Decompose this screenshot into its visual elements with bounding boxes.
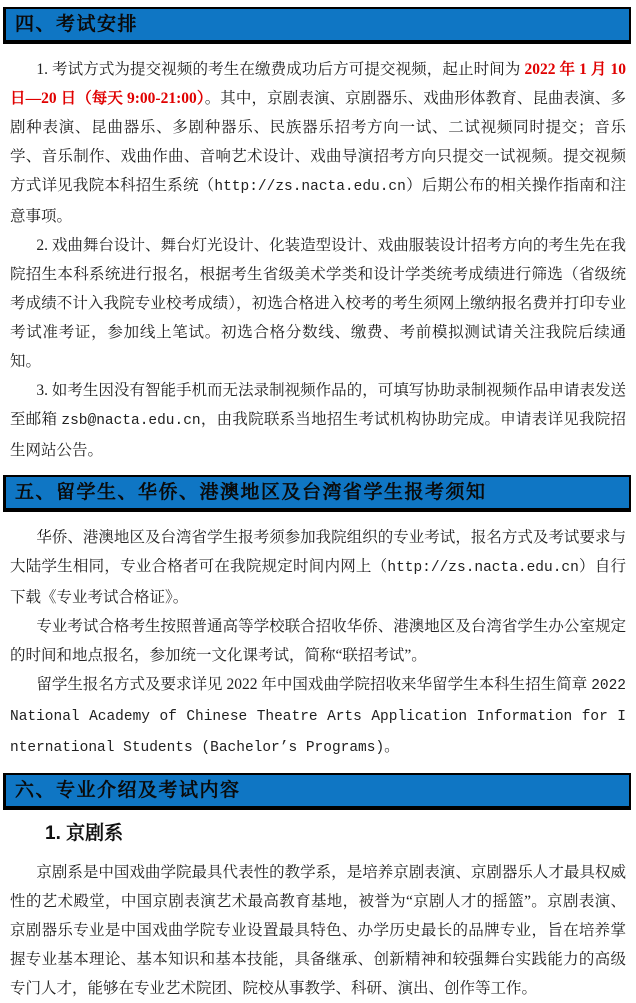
latin-text: zsb@nacta.edu.cn (61, 413, 201, 429)
section-paragraphs (0, 55, 636, 465)
section-heading-label: 四、考试安排 (15, 14, 139, 35)
text-segment: 留学生报名方式及要求详见 2022 年中国戏曲学院招收来华留学生本科生招生简章 (36, 676, 592, 693)
paragraph (10, 376, 626, 465)
section-heading-label: 五、留学生、华侨、港澳地区及台湾省学生报考须知 (15, 482, 487, 503)
text-segment: ，由我院联系当地招生考试机构协助完成。申请表详见我院招生网站公告。 (10, 411, 626, 459)
paragraph (10, 55, 626, 231)
text-segment: 华侨、港澳地区及台湾省学生报考须参加我院组织的专业考试，报名方式及考试要求与大陆学生相同，专业合格者可在我院规定时间内网上（ (10, 529, 626, 575)
section-overseas-students (0, 475, 636, 763)
text-segment: ）后期公布的相关操作指南和注意事项。 (10, 177, 626, 225)
text-segment: 。其中，京剧表演、京剧器乐、戏曲形体教育、昆曲表演、多剧种表演、昆曲器乐、多剧种器乐、民族器乐招考方向一试、二试视频同时提交；音乐学、音乐制作、戏曲作曲、音响艺术设计、戏曲导演招考方向只提交一试视频。提交视频方式详见我院本科招生系统（ (10, 90, 626, 194)
paragraph (10, 231, 626, 376)
paragraph (10, 612, 626, 670)
latin-text: http://zs.nacta.edu.cn (214, 179, 406, 195)
section-paragraphs (0, 523, 636, 763)
text-segment: 京剧系是中国戏曲学院最具代表性的教学系，是培养京剧表演、京剧器乐人才最具权威性的艺术殿堂，中国京剧表演艺术最高教育基地，被誉为“京剧人才的摇篮”。京剧表演、京剧器乐专业是中国戏曲学院专业设置最具特色、办学历史最长的品牌专业，旨在培养掌握专业基本理论、基本知识和基本技能，具备继承、创新精神和较强舞台实践能力的高级专门人才，能够在专业艺术院团、院校从事教学、科研、演出、创作等工作。 (10, 864, 626, 997)
paragraph (10, 523, 626, 612)
section-paragraphs (0, 858, 636, 1003)
section-heading-bar (3, 773, 631, 810)
section-heading-label: 六、专业介绍及考试内容 (15, 780, 241, 801)
paragraph (10, 858, 626, 1003)
latin-text: 2022 National Academy of Chinese Theatre Arts Application Information for International Students (Bachelor’s Programs) (10, 678, 626, 756)
section-majors-intro (0, 773, 636, 1003)
date-range-highlight: 2022 年 1 月 10 日—20 日（每天 9:00-21:00） (10, 61, 626, 107)
text-segment: 2. 戏曲舞台设计、舞台灯光设计、化装造型设计、戏曲服装设计招考方向的考生先在我院招生本科系统进行报名，根据考生省级美术学类和设计学类统考成绩进行筛选（省级统考成绩不计入我院专业校考成绩），初选合格进入校考的考生须网上缴纳报名费并打印专业考试准考证，参加线上笔试。初选合格分数线、缴费、考前模拟测试请关注我院后续通知。 (10, 237, 626, 370)
paragraph (10, 670, 626, 763)
section-heading-bar (3, 475, 631, 512)
text-segment: 。 (384, 738, 400, 755)
section-exam-arrangement (0, 7, 636, 465)
section-heading-bar (3, 7, 631, 44)
subheading-jingju-department: 1. 京剧系 (45, 823, 124, 844)
text-segment: ）自行下载《专业考试合格证》。 (10, 558, 626, 606)
text-segment: 1. 考试方式为提交视频的考生在缴费成功后方可提交视频，起止时间为 (36, 61, 525, 78)
text-segment: 专业考试合格考生按照普通高等学校联合招收华侨、港澳地区及台湾省学生办公室规定的时间和地点报名，参加统一文化课考试，简称“联招考试”。 (10, 618, 626, 664)
text-segment: 3. 如考生因没有智能手机而无法录制视频作品的，可填写协助录制视频作品申请表发送至邮箱 (10, 382, 626, 428)
latin-text: http://zs.nacta.edu.cn (387, 560, 579, 576)
